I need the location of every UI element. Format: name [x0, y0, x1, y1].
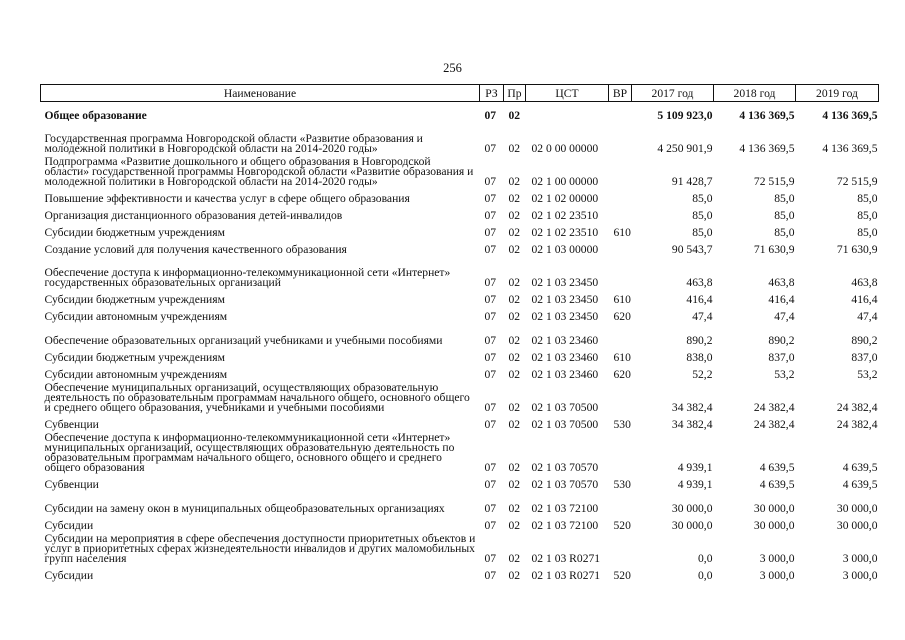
cell-cst: 02 1 03 70570 — [531, 461, 599, 473]
cell-2019: 72 515,9 — [836, 175, 878, 187]
cell-vr: 520 — [613, 569, 631, 581]
cell-pr: 02 — [508, 226, 521, 238]
cell-cst: 02 1 03 70500 — [531, 401, 599, 413]
cell-cst: 02 1 03 72100 — [531, 502, 599, 514]
cell-2019: 71 630,9 — [836, 243, 878, 255]
cell-2018: 4 136 369,5 — [739, 142, 795, 154]
cell-2019: 85,0 — [857, 192, 878, 204]
cell-pr: 02 — [508, 310, 521, 322]
cell-rz: 07 — [484, 519, 497, 531]
cell-rz: 07 — [484, 109, 497, 121]
cell-2017: 0,0 — [698, 552, 713, 564]
cell-name: Обеспечение доступа к информационно-телекоммуникационной сети «Интернет» государственных образовательных организаций — [44, 266, 451, 289]
table-row — [41, 221, 879, 238]
cell-pr: 02 — [508, 293, 521, 305]
cell-cst: 02 1 02 23510 — [531, 226, 599, 238]
cell-rz: 07 — [484, 293, 497, 305]
table-row — [41, 490, 879, 514]
cell-2018: 3 000,0 — [759, 569, 795, 581]
cell-pr: 02 — [508, 552, 521, 564]
cell-name: Субсидии бюджетным учреждениям — [44, 226, 225, 239]
cell-pr: 02 — [508, 109, 521, 121]
cell-pr: 02 — [508, 502, 521, 514]
cell-name: Субсидии — [44, 519, 94, 532]
cell-pr: 02 — [508, 276, 521, 288]
cell-name: Подпрограмма «Развитие дошкольного и общего образования в Новгородской области» государственной программы Новгородской области «Развитие образования и молодежной политики в Новгородской области на 2014-2020 годы» — [44, 155, 474, 188]
table-row — [41, 430, 879, 473]
cell-vr — [609, 430, 632, 473]
cell-cst: 02 0 00 00000 — [531, 142, 599, 154]
page-number: 256 — [443, 61, 462, 75]
header-2017: 2017 год — [632, 85, 714, 102]
cell-2017: 4 250 901,9 — [657, 142, 713, 154]
cell-2017: 85,0 — [692, 209, 713, 221]
cell-cst: 02 1 03 23460 — [531, 368, 599, 380]
cell-2018: 837,0 — [768, 351, 795, 363]
cell-2017: 90 543,7 — [671, 243, 713, 255]
cell-name: Субвенции — [44, 418, 99, 431]
table-row — [41, 514, 879, 531]
header-cst: ЦСТ — [526, 85, 609, 102]
cell-pr: 02 — [508, 192, 521, 204]
cell-2019: 4 136 369,5 — [822, 142, 878, 154]
cell-rz: 07 — [484, 478, 497, 490]
cell-2019: 47,4 — [857, 310, 878, 322]
cell-2017: 52,2 — [692, 368, 713, 380]
cell-2018: 85,0 — [774, 226, 795, 238]
table-row — [41, 305, 879, 322]
cell-pr: 02 — [508, 461, 521, 473]
cell-2017: 0,0 — [698, 569, 713, 581]
cell-rz: 07 — [484, 226, 497, 238]
cell-rz: 07 — [484, 418, 497, 430]
cell-vr: 620 — [613, 310, 631, 322]
cell-vr — [609, 121, 632, 154]
cell-cst: 02 1 03 R0271 — [531, 552, 601, 564]
cell-rz: 07 — [484, 276, 497, 288]
header-name: Наименование — [41, 85, 480, 102]
cell-2018: 30 000,0 — [753, 519, 795, 531]
table-row — [41, 204, 879, 221]
cell-vr — [609, 380, 632, 413]
cell-name: Обеспечение образовательных организаций учебниками и учебными пособиями — [44, 334, 443, 347]
cell-2019: 85,0 — [857, 226, 878, 238]
cell-cst: 02 1 03 23460 — [531, 351, 599, 363]
cell-2017: 890,2 — [686, 334, 713, 346]
table-row — [41, 255, 879, 288]
header-vr: ВР — [609, 85, 632, 102]
cell-2018: 47,4 — [774, 310, 795, 322]
table-row — [41, 413, 879, 430]
cell-cst: 02 1 03 70500 — [531, 418, 599, 430]
cell-name: Обеспечение доступа к информационно-телекоммуникационной сети «Интернет» муниципальных организаций, осуществляющих образовательную деятельность по образовательным программам начального общего, основного общего и среднего общего образования — [44, 431, 455, 474]
cell-vr: 520 — [613, 519, 631, 531]
table-body — [41, 102, 879, 582]
cell-pr: 02 — [508, 368, 521, 380]
cell-pr: 02 — [508, 243, 521, 255]
cell-2018: 890,2 — [768, 334, 795, 346]
table-row — [41, 288, 879, 305]
cell-rz: 07 — [484, 401, 497, 413]
cell-2018: 85,0 — [774, 192, 795, 204]
cell-rz: 07 — [484, 368, 497, 380]
cell-name: Субсидии — [44, 569, 94, 582]
cell-2018: 71 630,9 — [753, 243, 795, 255]
cell-pr: 02 — [508, 142, 521, 154]
cell-2018: 4 639,5 — [759, 478, 795, 490]
table-row — [41, 473, 879, 490]
cell-cst: 02 1 02 23510 — [531, 209, 599, 221]
cell-rz: 07 — [484, 461, 497, 473]
cell-vr — [609, 490, 632, 514]
table-row — [41, 564, 879, 581]
cell-pr: 02 — [508, 418, 521, 430]
cell-2019: 890,2 — [851, 334, 878, 346]
cell-2017: 838,0 — [686, 351, 713, 363]
cell-rz: 07 — [484, 192, 497, 204]
cell-pr: 02 — [508, 401, 521, 413]
cell-pr: 02 — [508, 519, 521, 531]
cell-pr: 02 — [508, 209, 521, 221]
table-row — [41, 102, 879, 122]
cell-2019: 4 136 369,5 — [822, 109, 878, 121]
cell-cst: 02 1 03 72100 — [531, 519, 599, 531]
cell-rz: 07 — [484, 310, 497, 322]
cell-2018: 24 382,4 — [753, 401, 795, 413]
cell-name: Создание условий для получения качественного образования — [44, 243, 347, 256]
cell-2017: 416,4 — [686, 293, 713, 305]
cell-2017: 30 000,0 — [671, 502, 713, 514]
cell-2019: 24 382,4 — [836, 401, 878, 413]
cell-cst — [526, 102, 609, 122]
table-row — [41, 121, 879, 154]
cell-2017: 91 428,7 — [671, 175, 713, 187]
header-2019: 2019 год — [796, 85, 879, 102]
budget-table — [40, 84, 879, 581]
cell-pr: 02 — [508, 351, 521, 363]
cell-pr: 02 — [508, 175, 521, 187]
table-row — [41, 531, 879, 564]
cell-2017: 34 382,4 — [671, 401, 713, 413]
cell-cst: 02 1 02 00000 — [531, 192, 599, 204]
cell-vr: 530 — [613, 478, 631, 490]
cell-name: Субсидии на мероприятия в сфере обеспечения доступности приоритетных объектов и услуг в приоритетных сферах жизнедеятельности инвалидов и других маломобильных групп населения — [44, 532, 476, 565]
table-row — [41, 346, 879, 363]
cell-2019: 30 000,0 — [836, 519, 878, 531]
cell-rz: 07 — [484, 351, 497, 363]
cell-rz: 07 — [484, 502, 497, 514]
cell-cst: 02 1 03 23450 — [531, 310, 599, 322]
cell-2019: 416,4 — [851, 293, 878, 305]
cell-2017: 34 382,4 — [671, 418, 713, 430]
cell-cst: 02 1 03 00000 — [531, 243, 599, 255]
cell-2017: 85,0 — [692, 226, 713, 238]
cell-2017: 4 939,1 — [677, 478, 713, 490]
cell-2017: 30 000,0 — [671, 519, 713, 531]
cell-vr: 610 — [613, 351, 631, 363]
cell-cst: 02 1 03 23460 — [531, 334, 599, 346]
cell-name: Субсидии автономным учреждениям — [44, 310, 228, 323]
cell-vr — [609, 531, 632, 564]
cell-2019: 463,8 — [851, 276, 878, 288]
cell-2019: 30 000,0 — [836, 502, 878, 514]
cell-2018: 24 382,4 — [753, 418, 795, 430]
table-header-row — [41, 85, 879, 102]
cell-name: Государственная программа Новгородской области «Развитие образования и молодежной политики в Новгородской области на 2014-2020 годы» — [44, 132, 423, 155]
cell-2017: 463,8 — [686, 276, 713, 288]
header-pr: Пр — [504, 85, 526, 102]
cell-2018: 463,8 — [768, 276, 795, 288]
cell-vr — [609, 322, 632, 346]
cell-cst: 02 1 03 23450 — [531, 293, 599, 305]
cell-vr — [609, 255, 632, 288]
cell-vr — [609, 187, 632, 204]
cell-pr: 02 — [508, 569, 521, 581]
cell-vr — [609, 102, 632, 122]
cell-name: Субвенции — [44, 478, 99, 491]
cell-vr: 620 — [613, 368, 631, 380]
cell-cst: 02 1 03 70570 — [531, 478, 599, 490]
cell-cst: 02 1 03 R0271 — [531, 569, 601, 581]
cell-2018: 85,0 — [774, 209, 795, 221]
cell-rz: 07 — [484, 552, 497, 564]
cell-name: Субсидии автономным учреждениям — [44, 368, 228, 381]
header-rz: РЗ — [480, 85, 504, 102]
cell-rz: 07 — [484, 243, 497, 255]
cell-2017: 4 939,1 — [677, 461, 713, 473]
cell-rz: 07 — [484, 569, 497, 581]
cell-cst: 02 1 03 23450 — [531, 276, 599, 288]
header-2018: 2018 год — [714, 85, 796, 102]
cell-vr: 610 — [613, 293, 631, 305]
table-row — [41, 238, 879, 255]
table-row — [41, 322, 879, 346]
cell-vr — [609, 238, 632, 255]
cell-2019: 24 382,4 — [836, 418, 878, 430]
table-row — [41, 154, 879, 187]
cell-vr — [609, 204, 632, 221]
cell-name: Обеспечение муниципальных организаций, осуществляющих образовательную деятельность по образовательным программам начального общего, основного общего и среднего общего образования, учебниками и учебными пособиями — [44, 381, 470, 414]
cell-rz: 07 — [484, 334, 497, 346]
cell-2019: 4 639,5 — [842, 461, 878, 473]
cell-name: Субсидии на замену окон в муниципальных общеобразовательных организациях — [44, 502, 445, 515]
cell-2018: 416,4 — [768, 293, 795, 305]
cell-2017: 47,4 — [692, 310, 713, 322]
cell-vr: 610 — [613, 226, 631, 238]
cell-2019: 53,2 — [857, 368, 878, 380]
cell-name: Субсидии бюджетным учреждениям — [44, 293, 225, 306]
cell-2018: 3 000,0 — [759, 552, 795, 564]
cell-2018: 4 639,5 — [759, 461, 795, 473]
cell-cst: 02 1 00 00000 — [531, 175, 599, 187]
cell-name: Организация дистанционного образования детей-инвалидов — [44, 209, 343, 222]
cell-2019: 3 000,0 — [842, 552, 878, 564]
cell-name: Повышение эффективности и качества услуг в сфере общего образования — [44, 192, 410, 205]
cell-vr: 530 — [613, 418, 631, 430]
cell-vr — [609, 154, 632, 187]
cell-2018: 30 000,0 — [753, 502, 795, 514]
cell-pr: 02 — [508, 334, 521, 346]
cell-pr: 02 — [508, 478, 521, 490]
table-row — [41, 187, 879, 204]
cell-2018: 4 136 369,5 — [739, 109, 795, 121]
table-row — [41, 363, 879, 380]
cell-2019: 4 639,5 — [842, 478, 878, 490]
cell-name: Субсидии бюджетным учреждениям — [44, 351, 225, 364]
cell-2019: 837,0 — [851, 351, 878, 363]
cell-rz: 07 — [484, 142, 497, 154]
cell-rz: 07 — [484, 175, 497, 187]
cell-name: Общее образование — [44, 109, 147, 122]
cell-2019: 3 000,0 — [842, 569, 878, 581]
cell-2018: 72 515,9 — [753, 175, 795, 187]
cell-2018: 53,2 — [774, 368, 795, 380]
cell-2017: 85,0 — [692, 192, 713, 204]
cell-2017: 5 109 923,0 — [657, 109, 713, 121]
table-row — [41, 380, 879, 413]
cell-rz: 07 — [484, 209, 497, 221]
cell-2019: 85,0 — [857, 209, 878, 221]
